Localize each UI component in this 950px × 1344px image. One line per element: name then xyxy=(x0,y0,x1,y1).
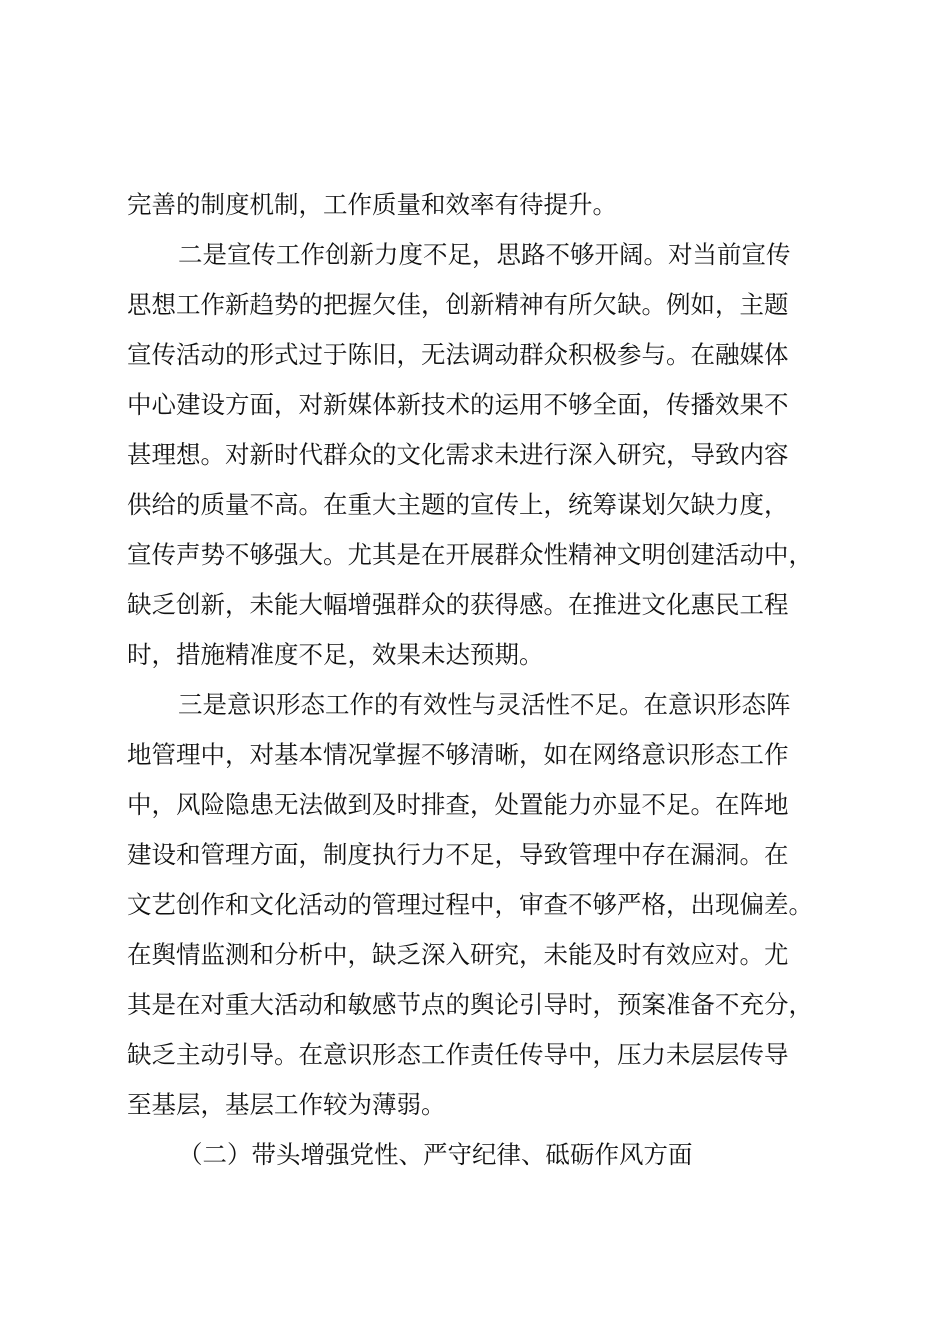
body-text-line: 缺乏主动引导。在意识形态工作责任传导中，压力未层层传导 xyxy=(127,1040,789,1069)
body-text-line: 甚理想。对新时代群众的文化需求未进行深入研究，导致内容 xyxy=(127,440,789,469)
section-heading: （二）带头增强党性、严守纪律、砥砺作风方面 xyxy=(178,1140,693,1169)
body-text-line: 文艺创作和文化活动的管理过程中，审查不够严格，出现偏差。 xyxy=(127,890,813,919)
body-text-line: 地管理中，对基本情况掌握不够清晰，如在网络意识形态工作 xyxy=(127,740,789,769)
body-text-line: 宣传活动的形式过于陈旧，无法调动群众积极参与。在融媒体 xyxy=(127,340,789,369)
body-text-line: 中心建设方面，对新媒体新技术的运用不够全面，传播效果不 xyxy=(127,390,789,419)
body-text-line: 中，风险隐患无法做到及时排查，处置能力亦显不足。在阵地 xyxy=(127,790,789,819)
body-text-line: 至基层，基层工作较为薄弱。 xyxy=(127,1090,446,1119)
body-text-line: 完善的制度机制，工作质量和效率有待提升。 xyxy=(127,190,617,219)
body-text-line: 宣传声势不够强大。尤其是在开展群众性精神文明创建活动中， xyxy=(127,540,813,569)
body-text-line: 思想工作新趋势的把握欠佳，创新精神有所欠缺。例如，主题 xyxy=(127,290,789,319)
paragraph-start-line: 二是宣传工作创新力度不足，思路不够开阔。对当前宣传 xyxy=(178,240,791,269)
body-text-line: 在舆情监测和分析中，缺乏深入研究，未能及时有效应对。尤 xyxy=(127,940,789,969)
body-text-line: 建设和管理方面，制度执行力不足，导致管理中存在漏洞。在 xyxy=(127,840,789,869)
body-text-line: 其是在对重大活动和敏感节点的舆论引导时，预案准备不充分， xyxy=(127,990,813,1019)
body-text-line: 供给的质量不高。在重大主题的宣传上，统筹谋划欠缺力度， xyxy=(127,490,789,519)
paragraph-start-line: 三是意识形态工作的有效性与灵活性不足。在意识形态阵 xyxy=(178,690,791,719)
body-text-line: 缺乏创新，未能大幅增强群众的获得感。在推进文化惠民工程 xyxy=(127,590,789,619)
body-text-line: 时，措施精准度不足，效果未达预期。 xyxy=(127,640,544,669)
